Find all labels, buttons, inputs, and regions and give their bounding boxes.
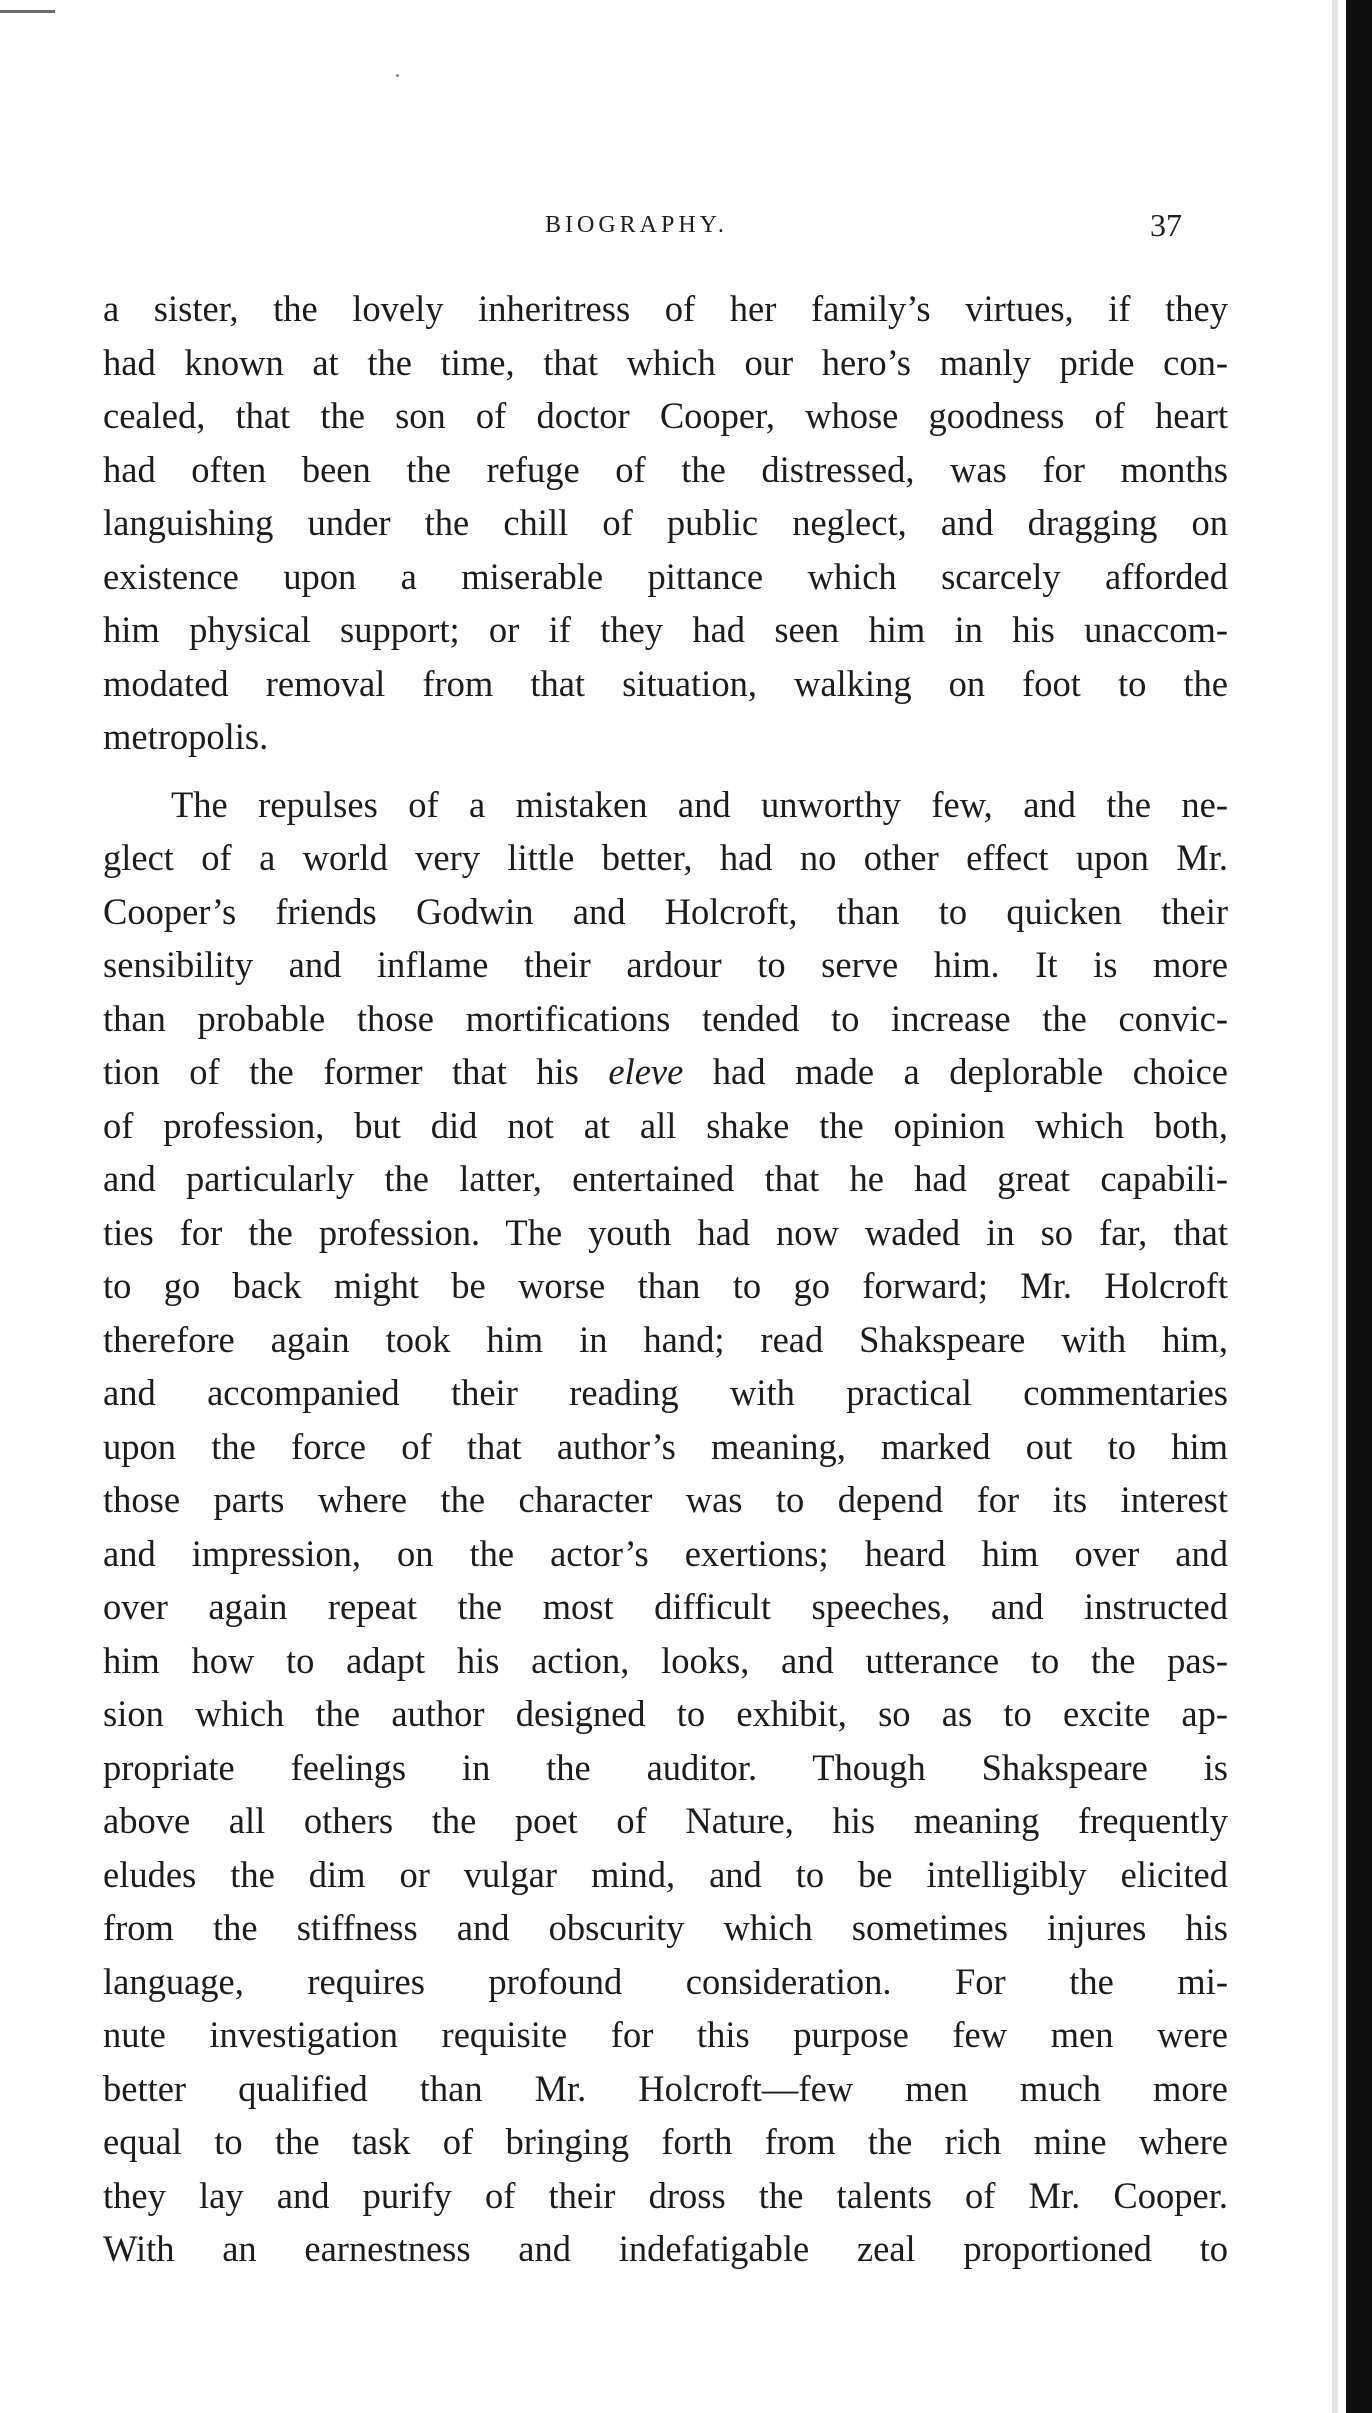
- text-line: they lay and purify of their dross the talents of Mr. Cooper.: [103, 2174, 1228, 2216]
- text-line: had often been the refuge of the distressed, was for months: [103, 448, 1228, 490]
- text-line: modated removal from that situation, walking on foot to the: [103, 662, 1228, 704]
- text-line: to go back might be worse than to go forward; Mr. Holcroft: [103, 1265, 1228, 1306]
- text-line: glect of a world very little better, had no other effect upon Mr.: [103, 837, 1228, 878]
- text-line: better qualified than Mr. Holcroft—few men much more: [103, 2067, 1228, 2109]
- text-line: a sister, the lovely inheritress of her family’s virtues, if they: [103, 288, 1228, 329]
- text-line: above all others the poet of Nature, his meaning frequently: [103, 1800, 1228, 1841]
- text-line: equal to the task of bringing forth from the rich mine where: [103, 2121, 1228, 2162]
- text-line: from the stiffness and obscurity which sometimes injures his: [103, 1907, 1228, 1948]
- text-line: languishing under the chill of public neglect, and dragging on: [103, 502, 1228, 543]
- text-line: nute investigation requisite for this purpose few men were: [103, 2014, 1228, 2055]
- text-line: cealed, that the son of doctor Cooper, whose goodness of heart: [103, 395, 1228, 436]
- text-line: had known at the time, that which our hero’s manly pride con-: [103, 341, 1228, 383]
- text-line: [103, 1045, 1228, 1099]
- text-line: ties for the profession. The youth had now waded in so far, that: [103, 1211, 1228, 1253]
- page-body: [103, 282, 1228, 2276]
- text-line: The repulses of a mistaken and unworthy few, and the ne-: [171, 783, 1228, 825]
- text-line: than probable those mortifications tended to increase the convic-: [103, 997, 1228, 1039]
- text-line: him physical support; or if they had seen him in his unaccom-: [103, 609, 1228, 650]
- text-line: sensibility and inflame their ardour to serve him. It is more: [103, 944, 1228, 985]
- text-line: metropolis.: [103, 716, 269, 757]
- text-line: language, requires profound consideration. For the mi-: [103, 1960, 1228, 2002]
- text-line: With an earnestness and indefatigable zeal proportioned to: [103, 2228, 1228, 2269]
- text-line: propriate feelings in the auditor. Though Shakspeare is: [103, 1746, 1228, 1788]
- italic-word: eleve: [608, 1051, 684, 1092]
- text-line-before-italic: tion of the former that his: [103, 1051, 609, 1092]
- text-line: and particularly the latter, entertained that he had great capabili-: [103, 1158, 1228, 1199]
- running-head: [0, 205, 1372, 245]
- text-line: existence upon a miserable pittance which scarcely afforded: [103, 555, 1228, 597]
- text-line: him how to adapt his action, looks, and utterance to the pas-: [103, 1639, 1228, 1681]
- paper-speck: [396, 74, 399, 77]
- text-line: over again repeat the most difficult speeches, and instructed: [103, 1586, 1228, 1627]
- text-line: those parts where the character was to depend for its interest: [103, 1479, 1228, 1520]
- text-line: of profession, but did not at all shake the opinion which both,: [103, 1104, 1228, 1146]
- text-line: sion which the author designed to exhibit, so as to excite ap-: [103, 1693, 1228, 1734]
- text-line: upon the force of that author’s meaning, marked out to him: [103, 1425, 1228, 1467]
- paragraph: [103, 282, 1228, 764]
- top-edge-rule: [0, 10, 55, 13]
- text-line: eludes the dim or vulgar mind, and to be intelligibly elicited: [103, 1853, 1228, 1895]
- text-line: and accompanied their reading with practical commentaries: [103, 1372, 1228, 1413]
- page-number: 37: [1150, 207, 1182, 243]
- paragraph: [103, 778, 1228, 2276]
- text-line: and impression, on the actor’s exertions; heard him over and: [103, 1532, 1228, 1574]
- running-head-title: BIOGRAPHY.: [545, 212, 728, 238]
- text-line-after-italic: had made a deplorable choice: [683, 1051, 1228, 1092]
- text-line: Cooper’s friends Godwin and Holcroft, than to quicken their: [103, 890, 1228, 932]
- text-line: therefore again took him in hand; read Shakspeare with him,: [103, 1318, 1228, 1360]
- page-gutter-shadow: [1332, 0, 1338, 2413]
- book-binding-edge: [1346, 0, 1372, 2413]
